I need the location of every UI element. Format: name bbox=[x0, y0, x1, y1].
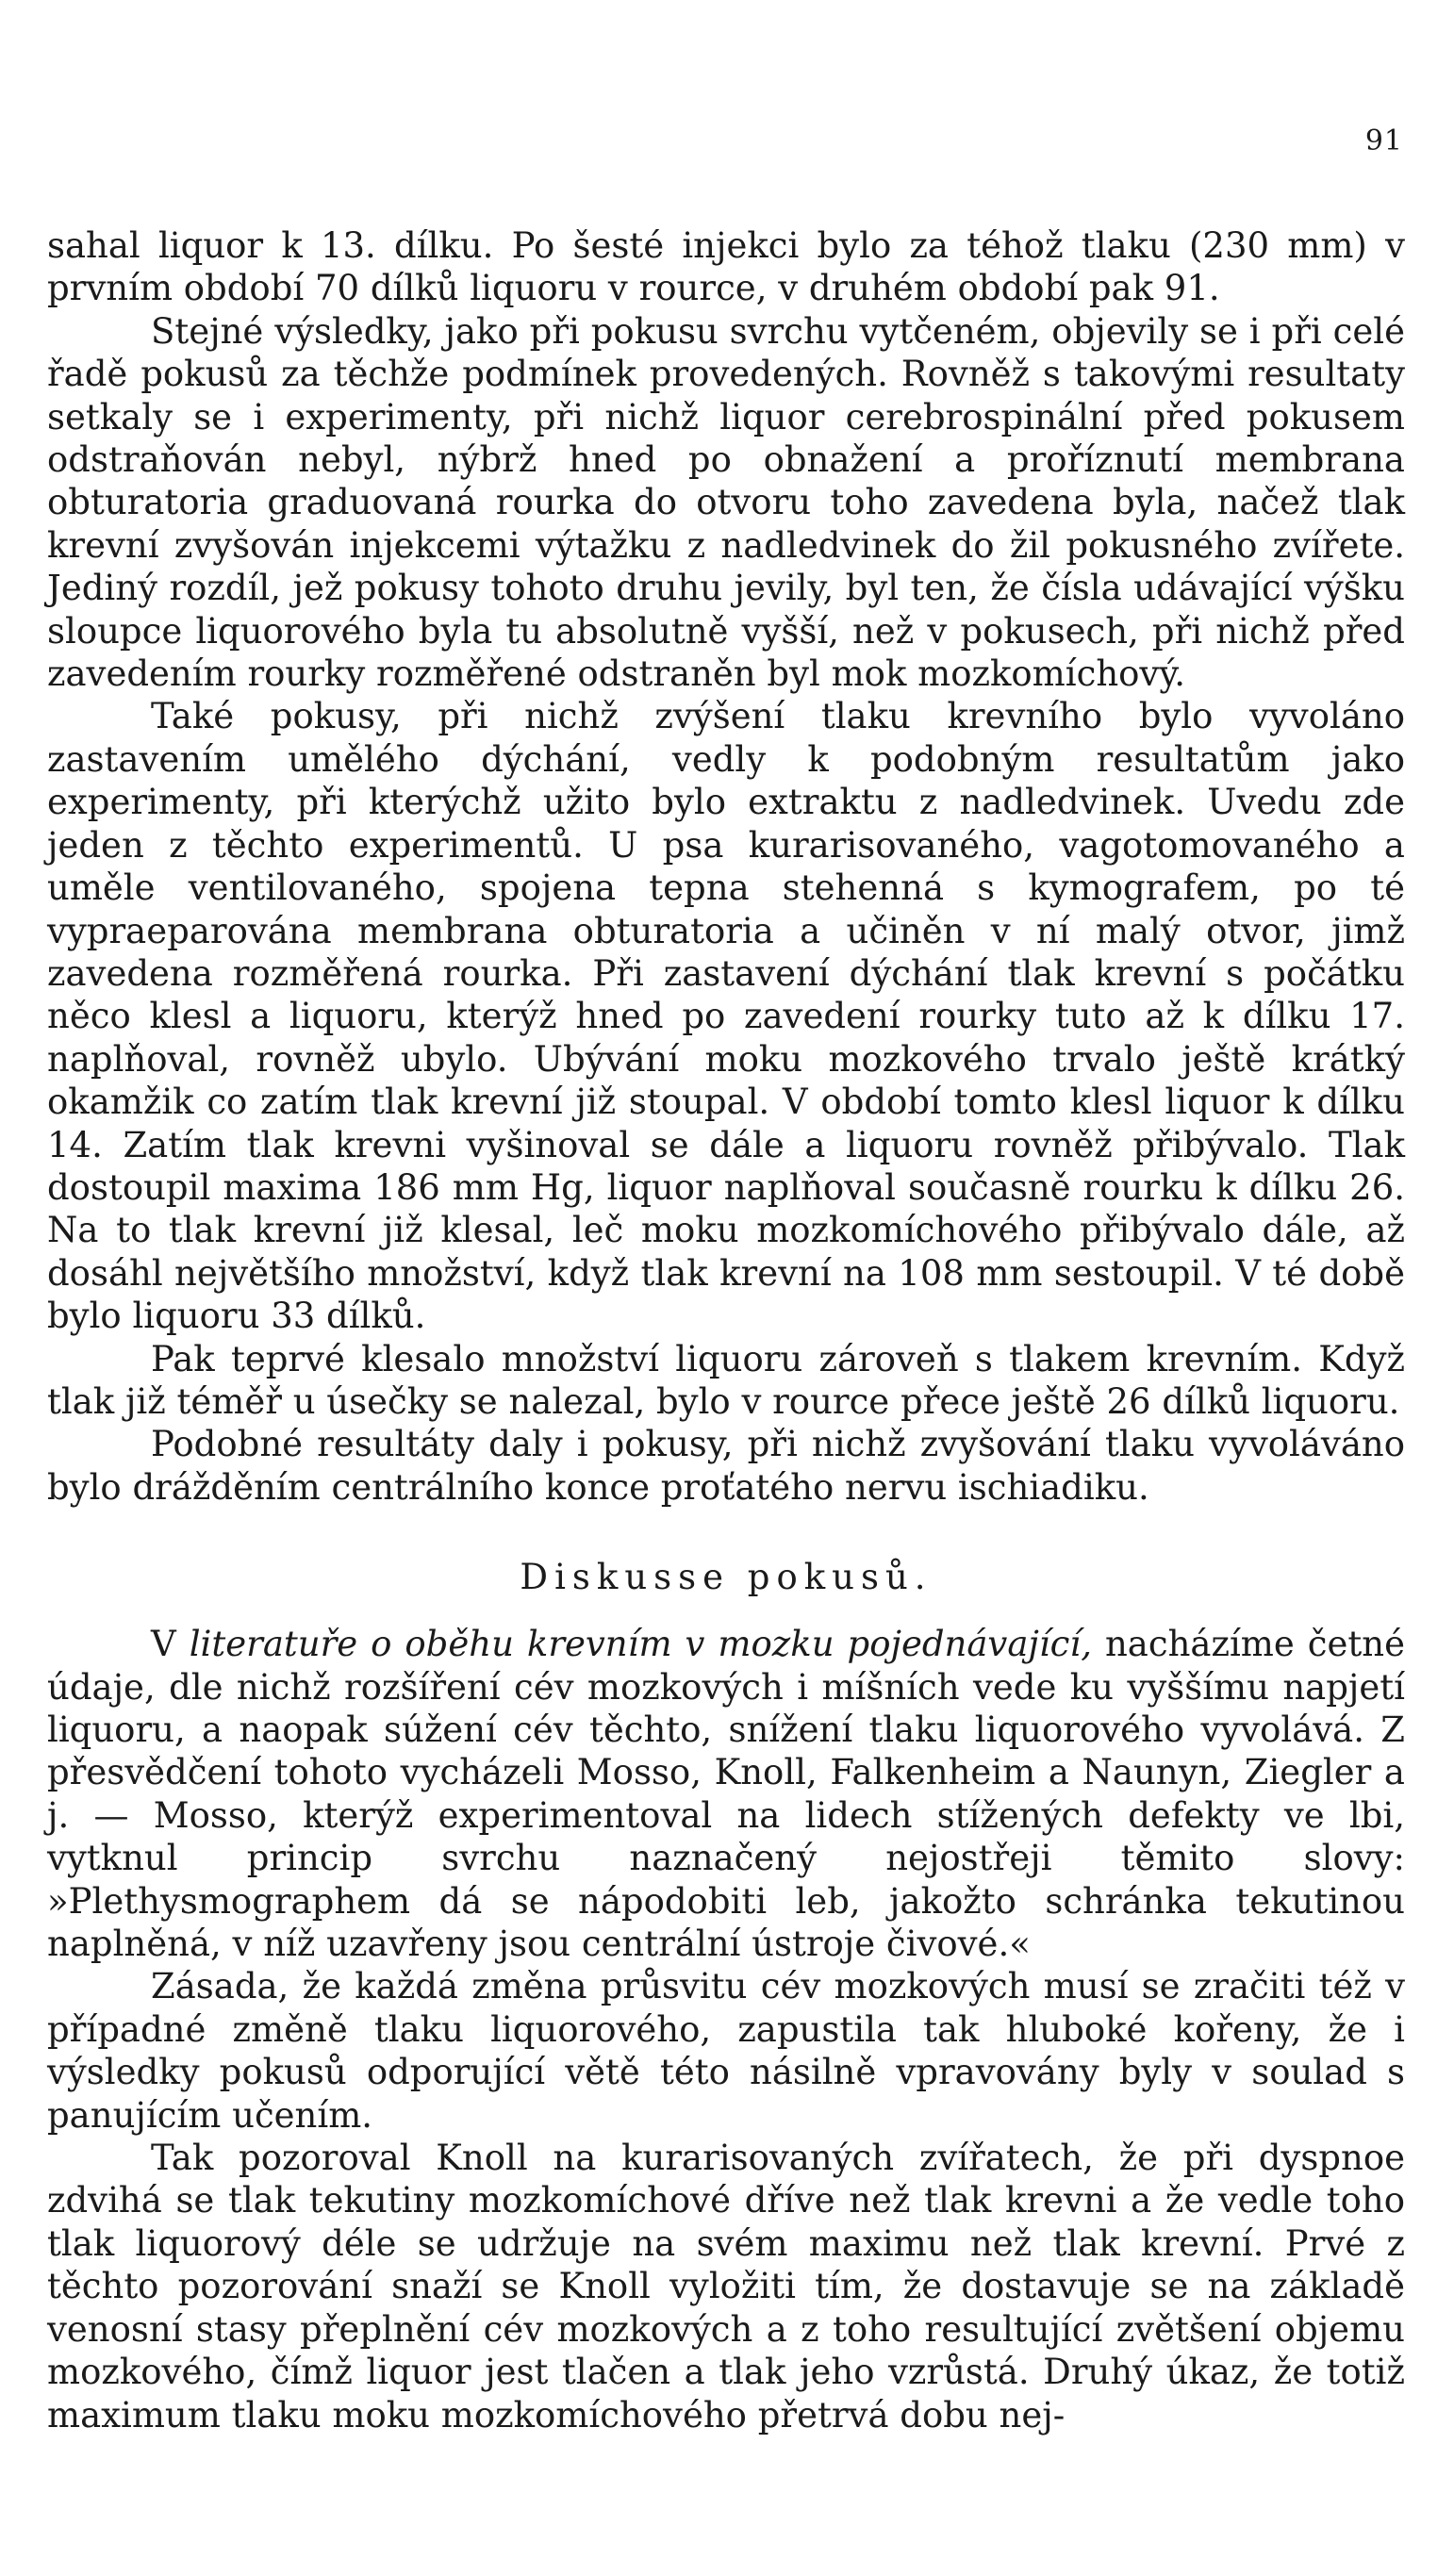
page-number: 91 bbox=[1364, 124, 1403, 157]
paragraph-5: Podobné resultáty daly i pokusy, při nichž zvyšování tlaku vyvoláváno bylo drážděním centrálního konce proťatého nervu ischiadiku. bbox=[47, 1424, 1405, 1508]
paragraph-4: Pak teprvé klesalo množství liquoru zároveň s tlakem krevním. Když tlak již téměř u úsečky se nalezal, bylo v rource přece ještě 26 dílků liquoru. bbox=[47, 1338, 1405, 1422]
paragraph-3: Také pokusy, při nichž zvýšení tlaku krevního bylo vyvoláno zastavením umělého dýchání, vedly k podobným resultatům jako experimenty, při kterýchž užito bylo extraktu z nadledvinek. Uvedu zde jeden z těchto experimentů. U psa kurarisovaného, vagotomovaného a uměle ventilovaného, spojena tepna stehenná s kymografem, po té vypraeparována membrana obturatoria a učiněn v ní malý otvor, jimž zavedena rozměřená rourka. Při zastavení dýchání tlak krevní s počátku něco klesl a liquoru, kterýž hned po zavedení rourky tuto až k dílku 17. naplňoval, rovněž ubylo. Ubývání moku mozkového trvalo ještě krátký okamžik co zatím tlak krevní již stoupal. V období tomto klesl liquor k dílku 14. Zatím tlak krevni vyšinoval se dále a liquoru rovněž přibývalo. Tlak dostoupil maxima 186 mm Hg, liquor naplňoval současně rourku k dílku 26. Na to tlak krevní již klesal, leč moku mozkomíchového přibývalo dále, až dosáhl největšího množství, když tlak krevní na 108 mm sestoupil. V té době bylo liquoru 33 dílků. bbox=[47, 696, 1405, 1337]
page-body bbox=[47, 224, 1405, 2436]
paragraph-1: sahal liquor k 13. dílku. Po šesté injekci bylo za téhož tlaku (230 mm) v prvním období 70 dílků liquoru v rource, v druhém období pak 91. bbox=[47, 225, 1405, 309]
paragraph-6-lead: V bbox=[151, 1624, 190, 1665]
paragraph-6 bbox=[47, 1623, 1405, 1965]
paragraph-6-italic: literatuře o oběhu krevním v mozku pojednávající, bbox=[189, 1624, 1092, 1665]
section-heading: Diskusse pokusů. bbox=[520, 1557, 933, 1598]
paragraph-8: Tak pozoroval Knoll na kurarisovaných zvířatech, že při dyspnoe zdvihá se tlak tekutiny mozkomíchové dříve než tlak krevni a že vedle toho tlak liquorový déle se udržuje na svém maximu než tlak krevní. Prvé z těchto pozorování snaží se Knoll vyložiti tím, že dostavuje se na základě venosní stasy přeplnění cév mozkových a z toho resultující zvětšení objemu mozkového, čímž liquor jest tlačen a tlak jeho vzrůstá. Druhý úkaz, že totiž maximum tlaku moku mozkomíchového přetrvá dobu nej- bbox=[47, 2138, 1405, 2436]
paragraph-2: Stejné výsledky, jako při pokusu svrchu vytčeném, objevily se i při celé řadě pokusů za těchže podmínek provedených. Rovněž s takovými resultaty setkaly se i experimenty, při nichž liquor cerebrospinální před pokusem odstraňován nebyl, nýbrž hned po obnažení a proříznutí membrana obturatoria graduovaná rourka do otvoru toho zavedena byla, načež tlak krevní zvyšován injekcemi výtažku z nadledvinek do žil pokusného zvířete. Jediný rozdíl, jež pokusy tohoto druhu jevily, byl ten, že čísla udávající výšku sloupce liquorového byla tu absolutně vyšší, než v pokusech, při nichž před zavedením rourky rozměřené odstraněn byl mok mozkomíchový. bbox=[47, 310, 1405, 695]
paragraph-6-rest: nacházíme četné údaje, dle nichž rozšíření cév mozkových i míšních vede ku vyššímu napjetí liquoru, a naopak súžení cév těchto, snížení tlaku liquorového vyvolává. Z přesvědčení tohoto vycházeli Mosso, Knoll, Falkenheim a Naunyn, Ziegler a j. — Mosso, kterýž experimentoval na lidech stížených defekty ve lbi, vytknul princip svrchu naznačený nejostřeji těmito slovy: »Plethysmographem dá se nápodobiti leb, jakožto schránka tekutinou naplněná, v níž uzavřeny jsou centrální ústroje čivové.« bbox=[47, 1624, 1405, 1965]
paragraph-7: Zásada, že každá změna průsvitu cév mozkových musí se zračiti též v případné změně tlaku liquorového, zapustila tak hluboké kořeny, že i výsledky pokusů odporující větě této násilně vpravovány byly v soulad s panujícím učením. bbox=[47, 1966, 1405, 2136]
